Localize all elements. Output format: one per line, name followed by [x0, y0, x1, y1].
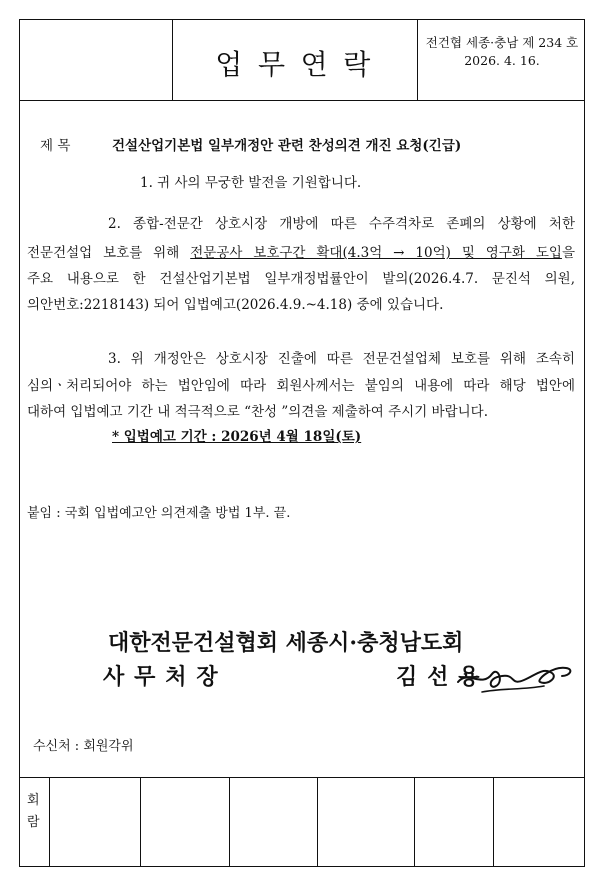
recipient-line: 수신처 : 회원각위: [33, 739, 134, 754]
signature: [452, 652, 582, 698]
paragraph-3-line-2: 심의ㆍ처리되어야 하는 법안임에 따라 회원사께서는 붙임의 내용에 따라 해당 법안에: [27, 378, 575, 394]
paragraph-2-line-2: [27, 241, 575, 261]
header-divider: [19, 100, 585, 101]
paragraph-2-line-2-start: 전문건설업 보호를 위해: [27, 245, 191, 261]
paragraph-2-line-3: 주요 내용으로 한 건설산업기본법 일부개정법률안이 발의(2026.4.7. 문진석 의원,: [27, 271, 575, 287]
attachment-note: 붙임 : 국회 입법예고안 의견제출 방법 1부. 끝.: [27, 506, 291, 521]
paragraph-2-line-4: 의안번호:2218143) 되어 입법예고(2026.4.9.~4.18) 중에 있습니다.: [27, 297, 444, 313]
highlight-protection-range: 전문공사 보호구간 확대(4.3억 → 10억) 및 영구화 도입: [190, 245, 562, 261]
document-title: 업 무 연 락: [215, 48, 374, 81]
footer-divider: [19, 777, 585, 778]
reference-date: 2026. 4. 16.: [464, 53, 540, 68]
sender-name: 김 선 용: [396, 664, 481, 690]
paragraph-1: 1. 귀 사의 무궁한 발전을 기원합니다.: [140, 175, 362, 191]
subject-label: 제 목: [40, 138, 71, 154]
footer-col-divider-4: [317, 777, 318, 867]
subject-text: 건설산업기본법 일부개정안 관련 찬성의견 개진 요청(긴급): [112, 138, 462, 154]
paragraph-3-line-3: 대하여 입법예고 기간 내 적극적으로 “찬성 ”의견을 제출하여 주시기 바랍니다.: [27, 404, 488, 420]
notice-period: * 입법예고 기간 : 2026년 4월 18일(토): [112, 429, 362, 445]
footer-col-divider-5: [414, 777, 415, 867]
sender-organization: 대한전문건설협회 세종시·충청남도회: [108, 630, 464, 656]
footer-col-divider-2: [140, 777, 141, 867]
footer-col-divider-1: [49, 777, 50, 867]
footer-col-divider-3: [229, 777, 230, 867]
document-reference: [418, 34, 586, 70]
paragraph-2-line-2-end: 을: [561, 245, 575, 261]
sender-position: 사 무 처 장: [103, 664, 219, 690]
paragraph-3-line-1: 3. 위 개정안은 상호시장 진출에 따른 전문건설업체 보호를 위해 조속히: [108, 351, 575, 367]
footer-col-divider-6: [493, 777, 494, 867]
paragraph-2-line-1: 2. 종합-전문간 상호시장 개방에 따른 수주격차로 존폐의 상황에 처한: [108, 216, 575, 232]
circulation-label: 회 람: [27, 793, 40, 830]
reference-number: 전건협 세종·충남 제 234 호: [425, 35, 579, 50]
